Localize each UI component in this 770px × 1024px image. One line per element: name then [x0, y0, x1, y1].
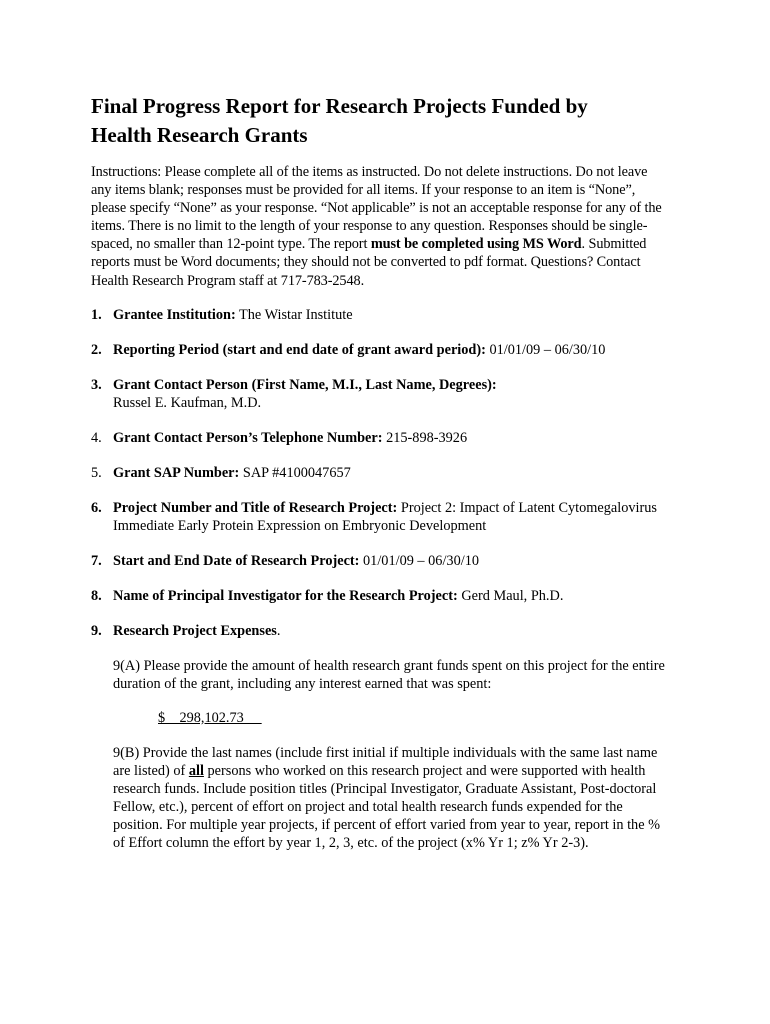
- item-label: Grant Contact Person (First Name, M.I., Last Name, Degrees):: [113, 376, 497, 393]
- item-label: Start and End Date of Research Project:: [113, 552, 360, 569]
- item-number: 7.: [91, 552, 102, 569]
- item-value: Russel E. Kaufman, M.D.: [113, 394, 262, 411]
- item-value: The Wistar Institute: [235, 306, 353, 323]
- item-number: 4.: [91, 429, 102, 446]
- section-9b-text-1: 9(B) Provide the last names (include first initial if multiple individuals with the same last name are listed) of: [113, 744, 658, 779]
- item-number: 6.: [91, 499, 102, 516]
- item-value: SAP #4100047657: [239, 464, 351, 481]
- item-8: [91, 587, 670, 605]
- item-value: 215-898-3926: [382, 429, 468, 446]
- item-label: Grant Contact Person’s Telephone Number:: [113, 429, 383, 446]
- item-number: 3.: [91, 376, 102, 393]
- amount-text: $ 298,102.73: [158, 709, 262, 726]
- instructions-text-1: Instructions: Please complete all of the items as instructed. Do not delete instructions. Do not leave any items blank; responses must be provided for all items. If your response to an item is “None”, please specify “None” as your response. “Not applicable” is not an acceptable response for any of the items. There is no limit to the length of your response to any question. Responses should be single-spaced, no smaller than 12-point type. The report: [91, 164, 662, 253]
- item-number: 2.: [91, 341, 102, 358]
- title-line-1: Final Progress Report for Research Projects Funded by: [91, 94, 588, 118]
- amount-value: [158, 709, 670, 727]
- item-number: 9.: [91, 622, 102, 639]
- item-9: [91, 622, 670, 640]
- item-5: [91, 464, 670, 482]
- item-6: [91, 499, 670, 535]
- item-value: Gerd Maul, Ph.D.: [457, 587, 564, 604]
- item-number: 8.: [91, 587, 102, 604]
- item-4: [91, 429, 670, 447]
- instructions-bold: must be completed using MS Word: [370, 236, 582, 253]
- section-9a: 9(A) Please provide the amount of health research grant funds spent on this project for the entire duration of the grant, including any interest earned that was spent:: [113, 657, 665, 692]
- item-label: Grantee Institution:: [113, 306, 236, 323]
- item-1: [91, 306, 670, 324]
- item-number: 1.: [91, 306, 102, 323]
- item-number: 5.: [91, 464, 102, 481]
- page-title: [91, 92, 670, 150]
- item-value: 01/01/09 – 06/30/10: [359, 552, 479, 569]
- item-label: Name of Principal Investigator for the Research Project:: [113, 587, 458, 604]
- item-value: .: [276, 622, 281, 639]
- item-2: [91, 341, 670, 359]
- item-label: Research Project Expenses: [113, 622, 277, 639]
- item-3: [91, 376, 670, 412]
- section-9b: [113, 744, 670, 852]
- item-7: [91, 552, 670, 570]
- section-9b-text-2: persons who worked on this research project and were supported with health research funds. Include position titles (Principal Investigator, Graduate Assistant, Post-doctoral Fellow, etc.), percent of effort on project and total health research funds expended for the position. For multiple year projects, if percent of effort varied from year to year, report in the % of Effort column the effort by year 1, 2, 3, etc. of the project (x% Yr 1; z% Yr 2-3).: [113, 762, 661, 851]
- title-line-2: Health Research Grants: [91, 123, 308, 147]
- section-9b-underlined: all: [188, 762, 204, 779]
- item-value: Project 2: Impact of Latent Cytomegalovirus Immediate Early Protein Expression on Embryonic Development: [113, 499, 657, 534]
- instructions-text-2: . Submitted reports must be Word documents; they should not be converted to pdf format. Questions? Contact Health Research Program staff at 717-783-2548.: [91, 236, 647, 289]
- item-label: Grant SAP Number:: [113, 464, 240, 481]
- item-value: 01/01/09 – 06/30/10: [485, 341, 606, 358]
- item-label: Project Number and Title of Research Project:: [113, 499, 398, 516]
- instructions-paragraph: [91, 163, 670, 290]
- item-label: Reporting Period (start and end date of grant award period):: [113, 341, 486, 358]
